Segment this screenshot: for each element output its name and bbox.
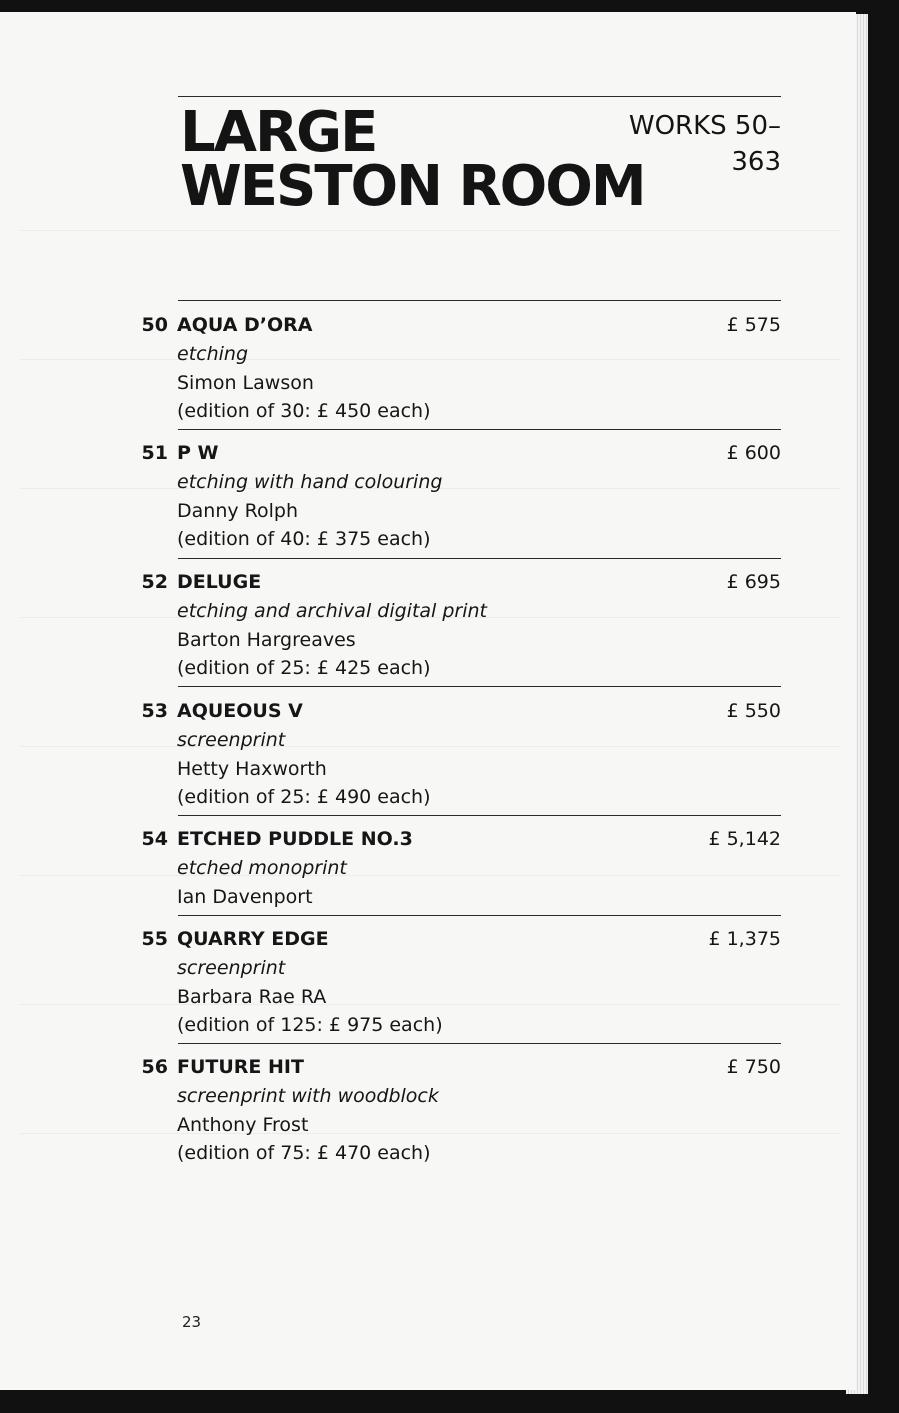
entry-title: P W bbox=[177, 442, 219, 464]
entry-title: ETCHED PUDDLE NO.3 bbox=[177, 828, 413, 850]
entry-medium: etching bbox=[177, 343, 249, 365]
entry-number: 52 bbox=[141, 571, 168, 593]
entry-artist: Ian Davenport bbox=[177, 886, 313, 908]
show-through-line bbox=[20, 230, 840, 231]
entry-artist: Barton Hargreaves bbox=[177, 629, 356, 651]
entry-artist: Hetty Haxworth bbox=[177, 758, 327, 780]
entry-number: 50 bbox=[141, 314, 168, 336]
entry-medium: etching and archival digital print bbox=[177, 600, 487, 622]
entry-medium: screenprint bbox=[177, 729, 286, 751]
entry-title: DELUGE bbox=[177, 571, 262, 593]
entry-price: £ 575 bbox=[726, 314, 781, 336]
entry-edition: (edition of 25: £ 425 each) bbox=[177, 657, 431, 679]
entry-number: 55 bbox=[141, 928, 168, 950]
show-through-line bbox=[20, 359, 840, 360]
entry-artist: Barbara Rae RA bbox=[177, 986, 327, 1008]
entry-price: £ 600 bbox=[726, 442, 781, 464]
entry-divider bbox=[178, 558, 781, 559]
entry-title: AQUA D’ORA bbox=[177, 314, 313, 336]
entry-edition: (edition of 30: £ 450 each) bbox=[177, 400, 431, 422]
entry-artist: Anthony Frost bbox=[177, 1114, 309, 1136]
show-through-line bbox=[20, 1133, 840, 1134]
entry-medium: screenprint with woodblock bbox=[177, 1085, 439, 1107]
entry-edition: (edition of 125: £ 975 each) bbox=[177, 1014, 443, 1036]
entry-divider bbox=[178, 1043, 781, 1044]
entry-price: £ 695 bbox=[726, 571, 781, 593]
entry-title: FUTURE HIT bbox=[177, 1056, 304, 1078]
entry-artist: Simon Lawson bbox=[177, 372, 314, 394]
entry-artist: Danny Rolph bbox=[177, 500, 298, 522]
entry-medium: etching with hand colouring bbox=[177, 471, 443, 493]
entry-divider bbox=[178, 429, 781, 430]
entry-number: 54 bbox=[141, 828, 168, 850]
entry-divider bbox=[178, 300, 781, 301]
entry-number: 56 bbox=[141, 1056, 168, 1078]
entry-price: £ 550 bbox=[726, 700, 781, 722]
entry-edition: (edition of 75: £ 470 each) bbox=[177, 1142, 431, 1164]
entry-price: £ 750 bbox=[726, 1056, 781, 1078]
entry-edition: (edition of 40: £ 375 each) bbox=[177, 528, 431, 550]
entry-price: £ 5,142 bbox=[708, 828, 781, 850]
entry-edition: (edition of 25: £ 490 each) bbox=[177, 786, 431, 808]
page-number: 23 bbox=[182, 1313, 202, 1331]
entry-divider bbox=[178, 915, 781, 916]
entry-title: AQUEOUS V bbox=[177, 700, 303, 722]
entry-divider bbox=[178, 815, 781, 816]
entry-number: 51 bbox=[141, 442, 168, 464]
header-rule bbox=[178, 96, 781, 97]
show-through-line bbox=[20, 746, 840, 747]
entry-price: £ 1,375 bbox=[708, 928, 781, 950]
works-range: WORKS 50–363 bbox=[628, 111, 781, 177]
entry-number: 53 bbox=[141, 700, 168, 722]
entry-divider bbox=[178, 686, 781, 687]
show-through-line bbox=[20, 875, 840, 876]
entry-title: QUARRY EDGE bbox=[177, 928, 329, 950]
show-through-line bbox=[20, 1004, 840, 1005]
entry-medium: etched monoprint bbox=[177, 857, 347, 879]
room-title: LARGE WESTON ROOM bbox=[180, 100, 645, 219]
entry-medium: screenprint bbox=[177, 957, 286, 979]
